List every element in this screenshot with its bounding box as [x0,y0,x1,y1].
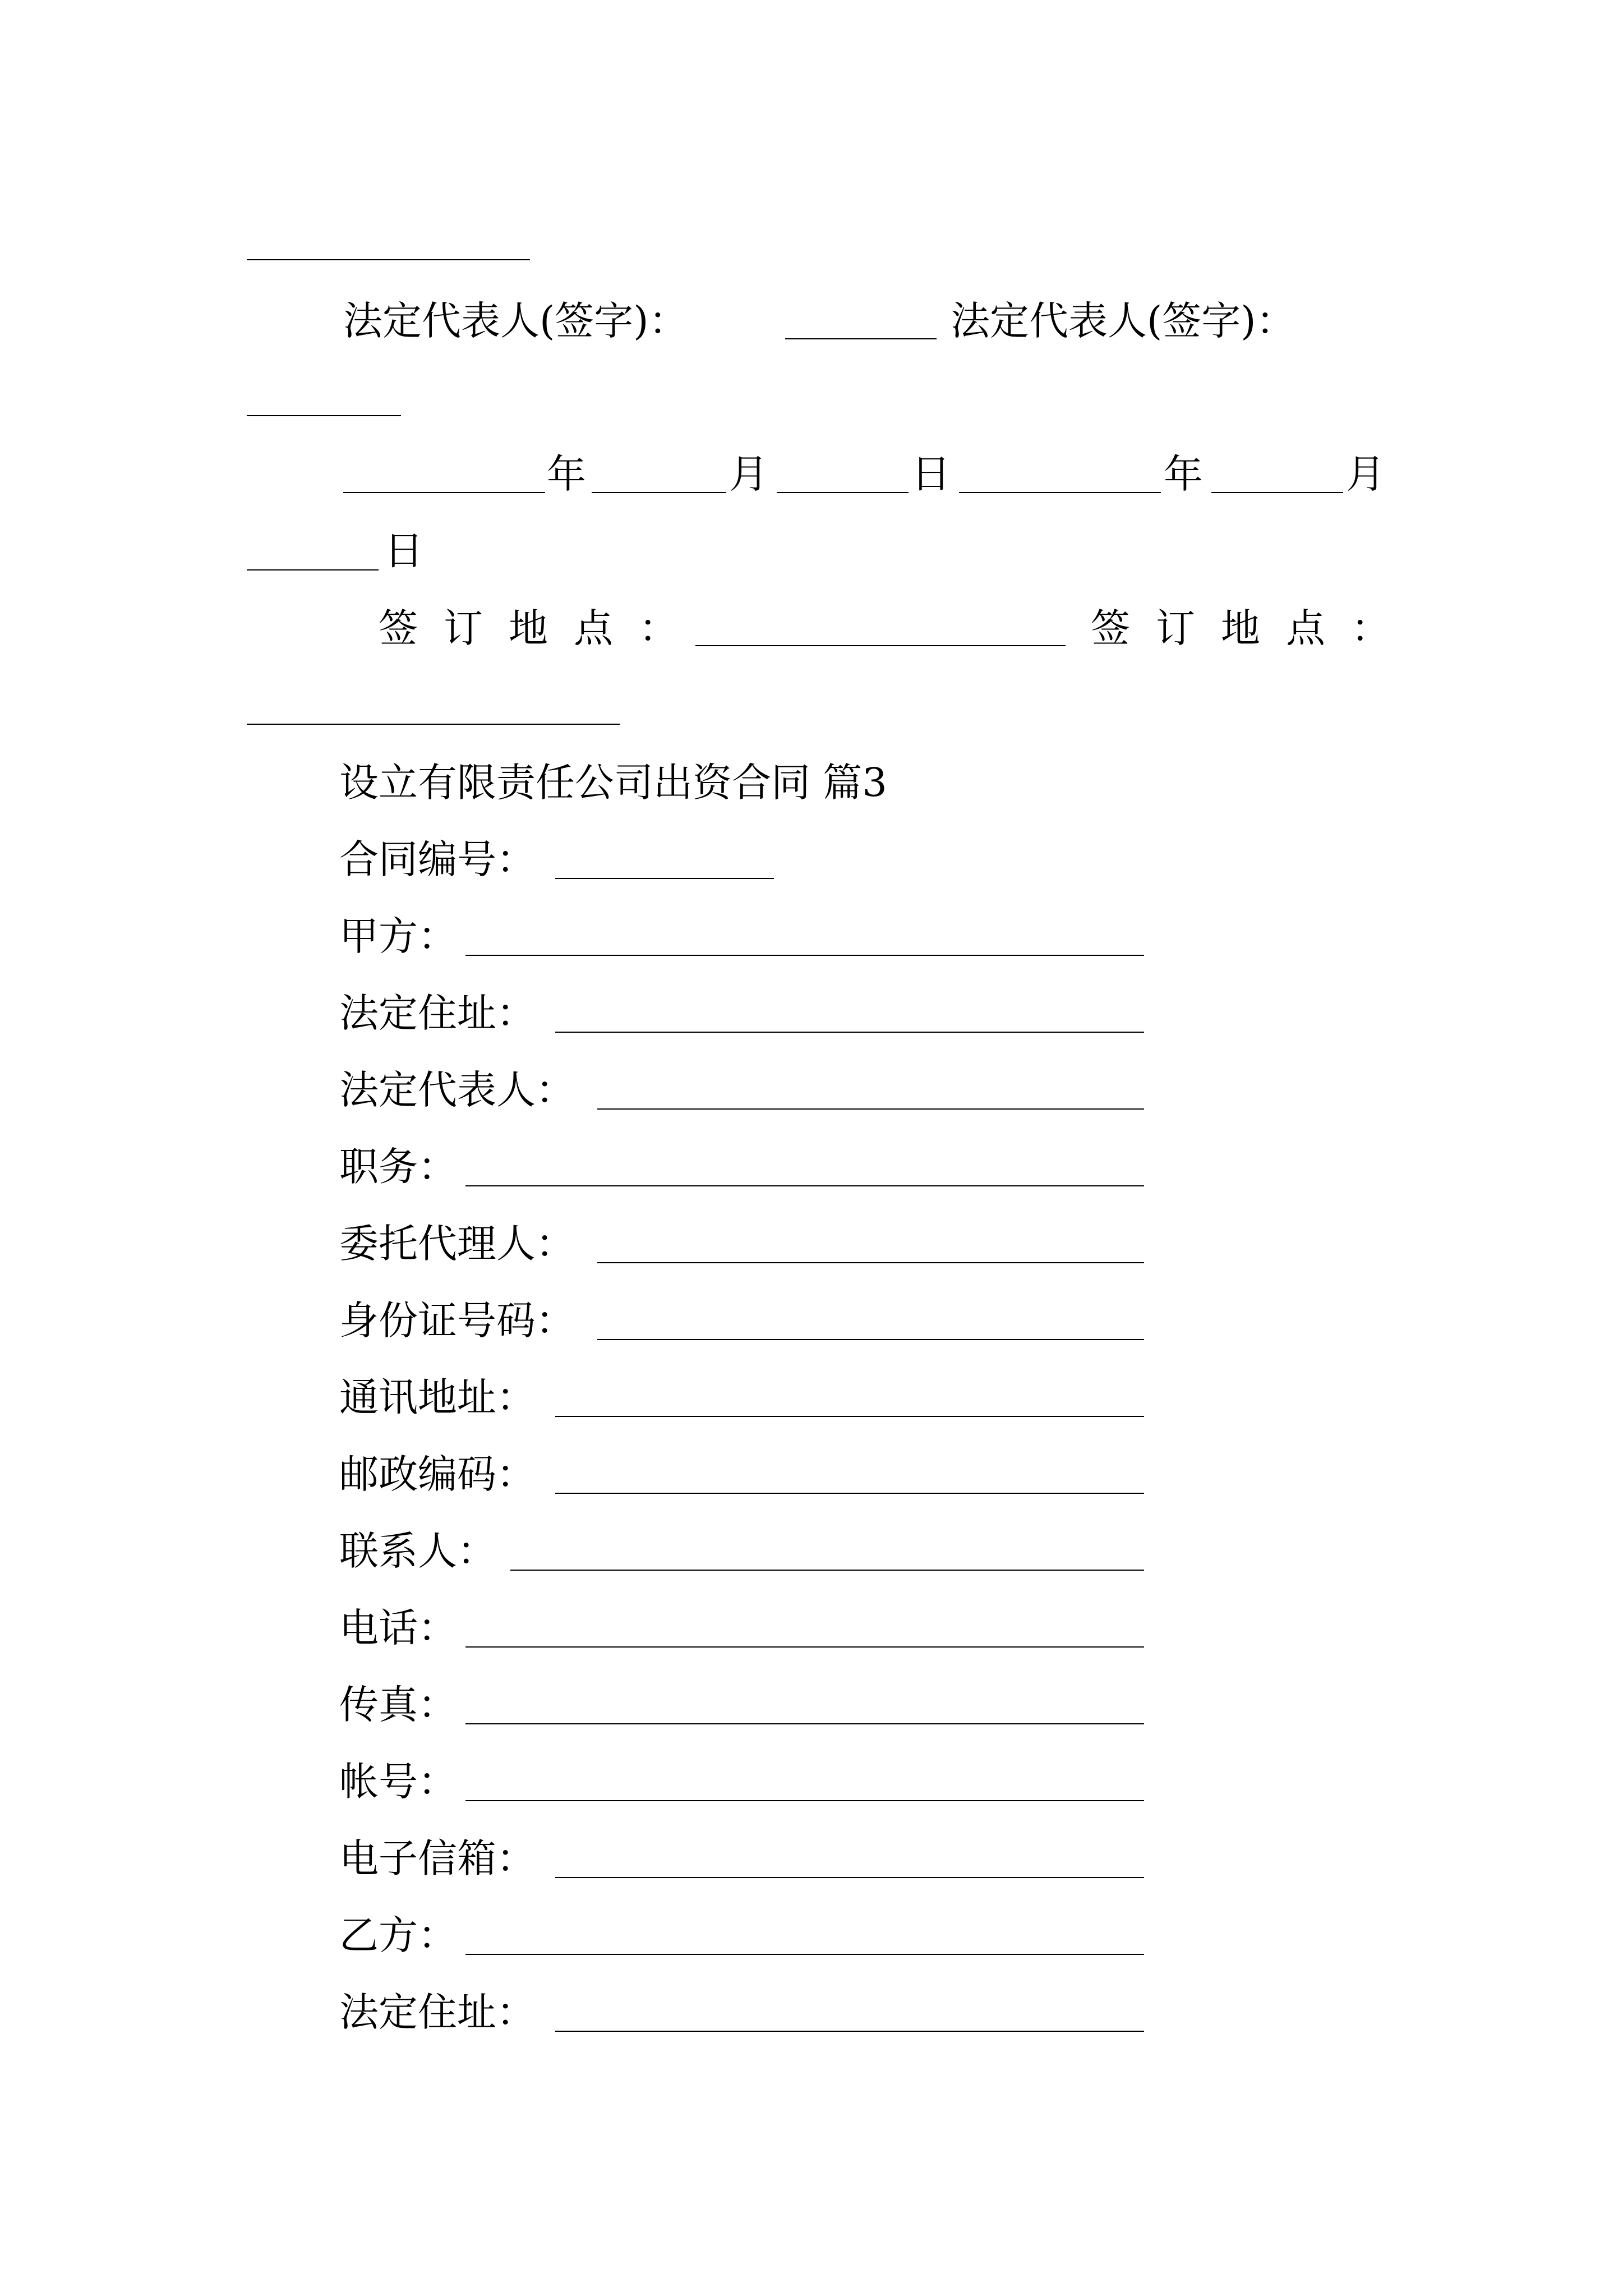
rep-label-right: 法定代表人(签字)： [951,298,1295,344]
account-blank[interactable] [465,1800,1144,1801]
contract-number-label: 合同编号： [339,836,536,882]
year-label-right: 年 [1164,451,1203,497]
legal-address-b-blank[interactable] [555,2031,1144,2032]
month-label-right: 月 [1346,451,1385,497]
party-a-label: 甲方： [339,913,457,959]
contract-number-blank[interactable] [555,878,774,879]
year-label-left: 年 [547,451,586,497]
position-blank[interactable] [465,1185,1144,1186]
legal-address-b-label: 法定住址： [339,1989,536,2035]
place-label-right: 签订地点： [1091,605,1416,651]
email-label: 电子信箱： [339,1835,536,1881]
party-b-blank[interactable] [465,1954,1144,1955]
postal-code-label: 邮政编码： [339,1451,536,1497]
rep-signature-blank-right[interactable] [247,415,401,416]
phone-blank[interactable] [465,1646,1144,1648]
place-label-left: 签订地点： [379,605,704,651]
year-blank-right[interactable] [959,492,1161,493]
email-blank[interactable] [555,1877,1144,1878]
legal-representative-blank[interactable] [597,1108,1144,1110]
month-blank-right[interactable] [1211,492,1343,493]
day-label-left: 日 [911,451,951,497]
day-blank-left[interactable] [777,492,909,493]
legal-address-label: 法定住址： [339,990,536,1036]
legal-address-blank[interactable] [555,1032,1144,1033]
party-a-blank[interactable] [465,955,1144,956]
postal-code-blank[interactable] [555,1493,1144,1494]
section-title: 设立有限责任公司出资合同 篇3 [339,760,887,806]
place-blank-left[interactable] [695,645,1066,646]
fax-label: 传真： [339,1682,457,1728]
place-blank-right[interactable] [247,724,620,725]
authorized-agent-blank[interactable] [597,1262,1144,1263]
phone-label: 电话： [339,1605,457,1651]
day-blank-right[interactable] [247,569,379,570]
fax-blank[interactable] [465,1723,1144,1724]
month-label-left: 月 [729,451,768,497]
mailing-address-blank[interactable] [555,1416,1144,1417]
rep-signature-blank-left[interactable] [785,338,937,339]
month-blank-left[interactable] [592,492,726,493]
mailing-address-label: 通讯地址： [339,1374,536,1420]
day-label-right: 日 [384,528,423,574]
legal-representative-label: 法定代表人： [339,1067,575,1113]
contact-person-blank[interactable] [510,1570,1144,1571]
year-blank-left[interactable] [343,492,545,493]
position-label: 职务： [339,1144,457,1190]
authorized-agent-label: 委托代理人： [339,1221,575,1267]
rep-label-left: 法定代表人(签字)： [343,298,688,344]
id-number-label: 身份证号码： [339,1297,575,1343]
account-label: 帐号： [339,1759,457,1805]
blank-line [247,259,530,260]
contact-person-label: 联系人： [339,1528,496,1574]
party-b-label: 乙方： [339,1912,457,1958]
id-number-blank[interactable] [597,1339,1144,1340]
